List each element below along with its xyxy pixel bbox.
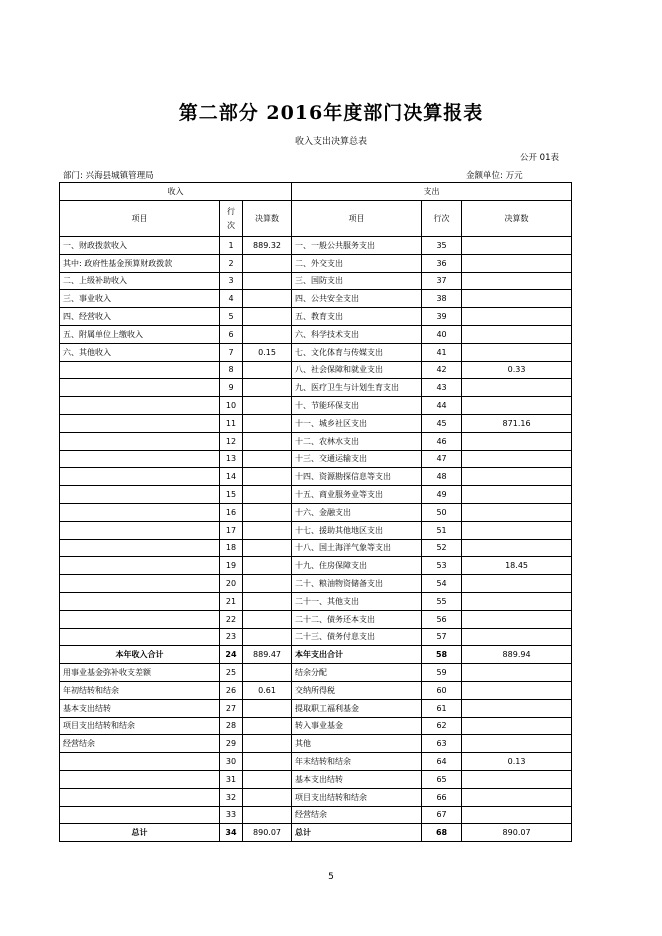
income-row-no-cell: 9 [220, 379, 243, 397]
expense-amount-cell [462, 254, 572, 272]
expense-amount-header: 决算数 [462, 201, 572, 237]
table-row [60, 628, 572, 646]
income-row-no-cell: 10 [220, 397, 243, 415]
table-row [60, 450, 572, 468]
expense-amount-cell [462, 628, 572, 646]
table-row [60, 486, 572, 504]
expense-section-header: 支出 [292, 183, 572, 201]
page-title: 第二部分 2016年度部门决算报表 [178, 102, 484, 124]
expense-amount-cell [462, 450, 572, 468]
expense-row-no-cell: 46 [422, 432, 462, 450]
income-amount-cell [243, 414, 292, 432]
expense-amount-cell: 890.07 [462, 824, 572, 842]
expense-item-cell: 七、文化体育与传媒支出 [292, 343, 422, 361]
expense-item-cell: 三、国防支出 [292, 272, 422, 290]
expense-row-no-cell: 63 [422, 735, 462, 753]
income-row-no-cell: 6 [220, 325, 243, 343]
income-item-cell: 一、财政拨款收入 [60, 237, 220, 255]
table-row [60, 237, 572, 255]
table-row [60, 379, 572, 397]
expense-amount-cell [462, 539, 572, 557]
income-amount-cell [243, 592, 292, 610]
expense-row-no-cell: 64 [422, 753, 462, 771]
table-row [60, 575, 572, 593]
table-row [60, 521, 572, 539]
income-item-cell [60, 397, 220, 415]
income-item-cell: 用事业基金弥补收支差额 [60, 664, 220, 682]
income-item-cell [60, 379, 220, 397]
expense-amount-cell [462, 770, 572, 788]
expense-row-no-cell: 67 [422, 806, 462, 824]
table-row [60, 557, 572, 575]
expense-amount-cell [462, 468, 572, 486]
expense-amount-cell: 0.33 [462, 361, 572, 379]
expense-row-no-cell: 62 [422, 717, 462, 735]
income-row-no-cell: 4 [220, 290, 243, 308]
expense-row-no-cell: 44 [422, 397, 462, 415]
income-amount-cell [243, 806, 292, 824]
expense-amount-cell: 871.16 [462, 414, 572, 432]
income-row-no-cell: 11 [220, 414, 243, 432]
income-amount-header: 决算数 [243, 201, 292, 237]
expense-item-cell: 结余分配 [292, 664, 422, 682]
income-item-cell [60, 432, 220, 450]
income-amount-cell [243, 290, 292, 308]
income-amount-cell [243, 628, 292, 646]
income-item-cell: 六、其他收入 [60, 343, 220, 361]
expense-amount-cell [462, 664, 572, 682]
expense-row-no-cell: 38 [422, 290, 462, 308]
income-item-cell [60, 503, 220, 521]
income-row-no-cell: 22 [220, 610, 243, 628]
income-item-cell: 经营结余 [60, 735, 220, 753]
expense-row-no-cell: 37 [422, 272, 462, 290]
expense-item-cell: 八、社会保障和就业支出 [292, 361, 422, 379]
expense-item-cell: 其他 [292, 735, 422, 753]
income-item-cell: 其中: 政府性基金预算财政拨款 [60, 254, 220, 272]
table-row [60, 325, 572, 343]
income-amount-cell: 0.61 [243, 681, 292, 699]
income-item-cell [60, 753, 220, 771]
expense-amount-cell [462, 735, 572, 753]
income-amount-cell [243, 788, 292, 806]
income-row-no-cell: 26 [220, 681, 243, 699]
income-row-no-cell: 5 [220, 308, 243, 326]
income-amount-cell [243, 272, 292, 290]
column-header-row [60, 201, 572, 237]
income-item-cell [60, 414, 220, 432]
expense-row-no-cell: 36 [422, 254, 462, 272]
income-row-no-cell: 27 [220, 699, 243, 717]
income-amount-cell [243, 770, 292, 788]
income-amount-cell [243, 557, 292, 575]
expense-item-cell: 一、一般公共服务支出 [292, 237, 422, 255]
expense-amount-cell [462, 272, 572, 290]
revenue-expenditure-table [59, 182, 572, 842]
income-amount-cell [243, 308, 292, 326]
expense-amount-cell [462, 325, 572, 343]
income-amount-cell [243, 325, 292, 343]
table-row [60, 503, 572, 521]
expense-item-cell: 基本支出结转 [292, 770, 422, 788]
income-row-no-cell: 19 [220, 557, 243, 575]
income-row-no-cell: 24 [220, 646, 243, 664]
income-item-header: 项目 [60, 201, 220, 237]
income-item-cell [60, 450, 220, 468]
income-row-no-cell: 14 [220, 468, 243, 486]
row-no-char-2: 次 [227, 220, 235, 230]
income-amount-cell: 0.15 [243, 343, 292, 361]
income-row-no-cell: 1 [220, 237, 243, 255]
income-item-cell [60, 788, 220, 806]
expense-row-no-cell: 51 [422, 521, 462, 539]
expense-item-cell: 二十一、其他支出 [292, 592, 422, 610]
table-row [60, 664, 572, 682]
expense-row-no-cell: 39 [422, 308, 462, 326]
expense-amount-cell [462, 575, 572, 593]
expense-item-cell: 二十二、债务还本支出 [292, 610, 422, 628]
expense-amount-cell [462, 503, 572, 521]
expense-amount-cell: 18.45 [462, 557, 572, 575]
expense-item-cell: 十、节能环保支出 [292, 397, 422, 415]
expense-item-cell: 提取职工福利基金 [292, 699, 422, 717]
income-amount-cell: 889.47 [243, 646, 292, 664]
income-item-cell: 本年收入合计 [60, 646, 220, 664]
income-row-no-cell: 18 [220, 539, 243, 557]
table-row [60, 308, 572, 326]
expense-amount-cell [462, 788, 572, 806]
expense-item-cell: 经营结余 [292, 806, 422, 824]
table-row [60, 788, 572, 806]
income-item-cell: 总计 [60, 824, 220, 842]
expense-row-no-cell: 57 [422, 628, 462, 646]
income-row-no-cell: 25 [220, 664, 243, 682]
income-item-cell [60, 806, 220, 824]
expense-item-cell: 六、科学技术支出 [292, 325, 422, 343]
income-amount-cell [243, 254, 292, 272]
income-section-header: 收入 [60, 183, 292, 201]
expense-amount-cell [462, 592, 572, 610]
income-item-cell [60, 486, 220, 504]
income-amount-cell: 890.07 [243, 824, 292, 842]
income-item-cell: 基本支出结转 [60, 699, 220, 717]
income-amount-cell [243, 432, 292, 450]
expense-item-cell: 五、教育支出 [292, 308, 422, 326]
amount-unit-label: 金额单位: 万元 [466, 171, 523, 181]
expense-item-cell: 转入事业基金 [292, 717, 422, 735]
income-amount-cell [243, 735, 292, 753]
expense-amount-cell [462, 521, 572, 539]
income-item-cell [60, 361, 220, 379]
expense-row-no-cell: 59 [422, 664, 462, 682]
expense-row-no-cell: 56 [422, 610, 462, 628]
expense-amount-cell [462, 699, 572, 717]
expense-amount-cell [462, 681, 572, 699]
expense-row-no-cell: 60 [422, 681, 462, 699]
expense-row-no-header: 行次 [422, 201, 462, 237]
section-header-row [60, 183, 572, 201]
income-amount-cell [243, 699, 292, 717]
income-amount-cell [243, 503, 292, 521]
income-item-cell [60, 575, 220, 593]
expense-row-no-cell: 47 [422, 450, 462, 468]
form-code: 公开 01表 [519, 153, 559, 163]
expense-amount-cell [462, 610, 572, 628]
income-row-no-cell: 16 [220, 503, 243, 521]
expense-item-cell: 九、医疗卫生与计划生育支出 [292, 379, 422, 397]
expense-item-cell: 十五、商业服务业等支出 [292, 486, 422, 504]
income-row-no-cell: 7 [220, 343, 243, 361]
expense-row-no-cell: 66 [422, 788, 462, 806]
table-row [60, 753, 572, 771]
table-row [60, 646, 572, 664]
income-amount-cell [243, 379, 292, 397]
income-item-cell [60, 628, 220, 646]
income-row-no-header [220, 201, 243, 237]
expense-amount-cell [462, 379, 572, 397]
department-label: 部门: 兴海县城镇管理局 [63, 171, 154, 181]
expense-item-header: 项目 [292, 201, 422, 237]
expense-row-no-cell: 40 [422, 325, 462, 343]
income-amount-cell [243, 361, 292, 379]
income-row-no-cell: 2 [220, 254, 243, 272]
expense-row-no-cell: 41 [422, 343, 462, 361]
income-row-no-cell: 8 [220, 361, 243, 379]
expense-row-no-cell: 49 [422, 486, 462, 504]
income-row-no-cell: 15 [220, 486, 243, 504]
income-row-no-cell: 17 [220, 521, 243, 539]
expense-amount-cell [462, 237, 572, 255]
income-amount-cell [243, 468, 292, 486]
table-row [60, 735, 572, 753]
income-item-cell [60, 521, 220, 539]
income-row-no-cell: 31 [220, 770, 243, 788]
expense-item-cell: 项目支出结转和结余 [292, 788, 422, 806]
income-row-no-cell: 30 [220, 753, 243, 771]
table-row [60, 414, 572, 432]
table-row [60, 272, 572, 290]
expense-item-cell: 二十、粮油物资储备支出 [292, 575, 422, 593]
table-row [60, 290, 572, 308]
row-no-char-1: 行 [227, 206, 235, 216]
table-row [60, 397, 572, 415]
page-number: 5 [328, 872, 334, 882]
income-item-cell [60, 468, 220, 486]
income-amount-cell [243, 753, 292, 771]
income-item-cell [60, 539, 220, 557]
expense-amount-cell [462, 432, 572, 450]
income-amount-cell [243, 717, 292, 735]
table-row [60, 468, 572, 486]
expense-row-no-cell: 61 [422, 699, 462, 717]
expense-item-cell: 十四、资源勘探信息等支出 [292, 468, 422, 486]
income-item-cell: 项目支出结转和结余 [60, 717, 220, 735]
expense-item-cell: 十二、农林水支出 [292, 432, 422, 450]
income-row-no-cell: 13 [220, 450, 243, 468]
income-amount-cell [243, 664, 292, 682]
income-row-no-cell: 28 [220, 717, 243, 735]
table-row [60, 432, 572, 450]
expense-row-no-cell: 68 [422, 824, 462, 842]
expense-row-no-cell: 45 [422, 414, 462, 432]
income-item-cell: 二、上级补助收入 [60, 272, 220, 290]
expense-row-no-cell: 35 [422, 237, 462, 255]
income-amount-cell [243, 521, 292, 539]
income-row-no-cell: 34 [220, 824, 243, 842]
income-item-cell: 年初结转和结余 [60, 681, 220, 699]
table-row [60, 361, 572, 379]
income-amount-cell [243, 539, 292, 557]
income-amount-cell: 889.32 [243, 237, 292, 255]
income-item-cell [60, 610, 220, 628]
income-amount-cell [243, 610, 292, 628]
expense-amount-cell [462, 308, 572, 326]
income-row-no-cell: 29 [220, 735, 243, 753]
income-row-no-cell: 3 [220, 272, 243, 290]
income-row-no-cell: 20 [220, 575, 243, 593]
table-row [60, 343, 572, 361]
income-amount-cell [243, 450, 292, 468]
table-row [60, 610, 572, 628]
expense-amount-cell [462, 397, 572, 415]
expense-row-no-cell: 42 [422, 361, 462, 379]
expense-item-cell: 二、外交支出 [292, 254, 422, 272]
expense-item-cell: 年末结转和结余 [292, 753, 422, 771]
income-amount-cell [243, 486, 292, 504]
expense-row-no-cell: 50 [422, 503, 462, 521]
income-row-no-cell: 23 [220, 628, 243, 646]
expense-amount-cell [462, 806, 572, 824]
expense-item-cell: 十一、城乡社区支出 [292, 414, 422, 432]
expense-row-no-cell: 54 [422, 575, 462, 593]
expense-item-cell: 交纳所得税 [292, 681, 422, 699]
income-item-cell [60, 557, 220, 575]
expense-amount-cell [462, 343, 572, 361]
table-row [60, 699, 572, 717]
expense-amount-cell [462, 290, 572, 308]
expense-amount-cell: 889.94 [462, 646, 572, 664]
income-row-no-cell: 12 [220, 432, 243, 450]
table-row [60, 592, 572, 610]
income-row-no-cell: 32 [220, 788, 243, 806]
income-row-no-cell: 21 [220, 592, 243, 610]
expense-row-no-cell: 55 [422, 592, 462, 610]
expense-item-cell: 总计 [292, 824, 422, 842]
table-row [60, 681, 572, 699]
table-subtitle: 收入支出决算总表 [294, 137, 367, 147]
expense-item-cell: 本年支出合计 [292, 646, 422, 664]
expense-item-cell: 十三、交通运输支出 [292, 450, 422, 468]
expense-row-no-cell: 52 [422, 539, 462, 557]
expense-row-no-cell: 48 [422, 468, 462, 486]
expense-row-no-cell: 53 [422, 557, 462, 575]
income-item-cell [60, 592, 220, 610]
table-row [60, 770, 572, 788]
expense-item-cell: 十九、住房保障支出 [292, 557, 422, 575]
expense-item-cell: 十七、援助其他地区支出 [292, 521, 422, 539]
expense-item-cell: 二十三、债务付息支出 [292, 628, 422, 646]
income-amount-cell [243, 397, 292, 415]
income-row-no-cell: 33 [220, 806, 243, 824]
income-amount-cell [243, 575, 292, 593]
expense-row-no-cell: 58 [422, 646, 462, 664]
expense-item-cell: 四、公共安全支出 [292, 290, 422, 308]
income-item-cell: 四、经营收入 [60, 308, 220, 326]
table-row [60, 806, 572, 824]
expense-item-cell: 十八、国土海洋气象等支出 [292, 539, 422, 557]
expense-item-cell: 十六、金融支出 [292, 503, 422, 521]
table-row [60, 717, 572, 735]
expense-row-no-cell: 65 [422, 770, 462, 788]
table-row [60, 254, 572, 272]
table-row [60, 824, 572, 842]
income-item-cell: 三、事业收入 [60, 290, 220, 308]
expense-amount-cell [462, 717, 572, 735]
expense-row-no-cell: 43 [422, 379, 462, 397]
income-item-cell [60, 770, 220, 788]
table-row [60, 539, 572, 557]
income-item-cell: 五、附属单位上缴收入 [60, 325, 220, 343]
expense-amount-cell: 0.13 [462, 753, 572, 771]
expense-amount-cell [462, 486, 572, 504]
